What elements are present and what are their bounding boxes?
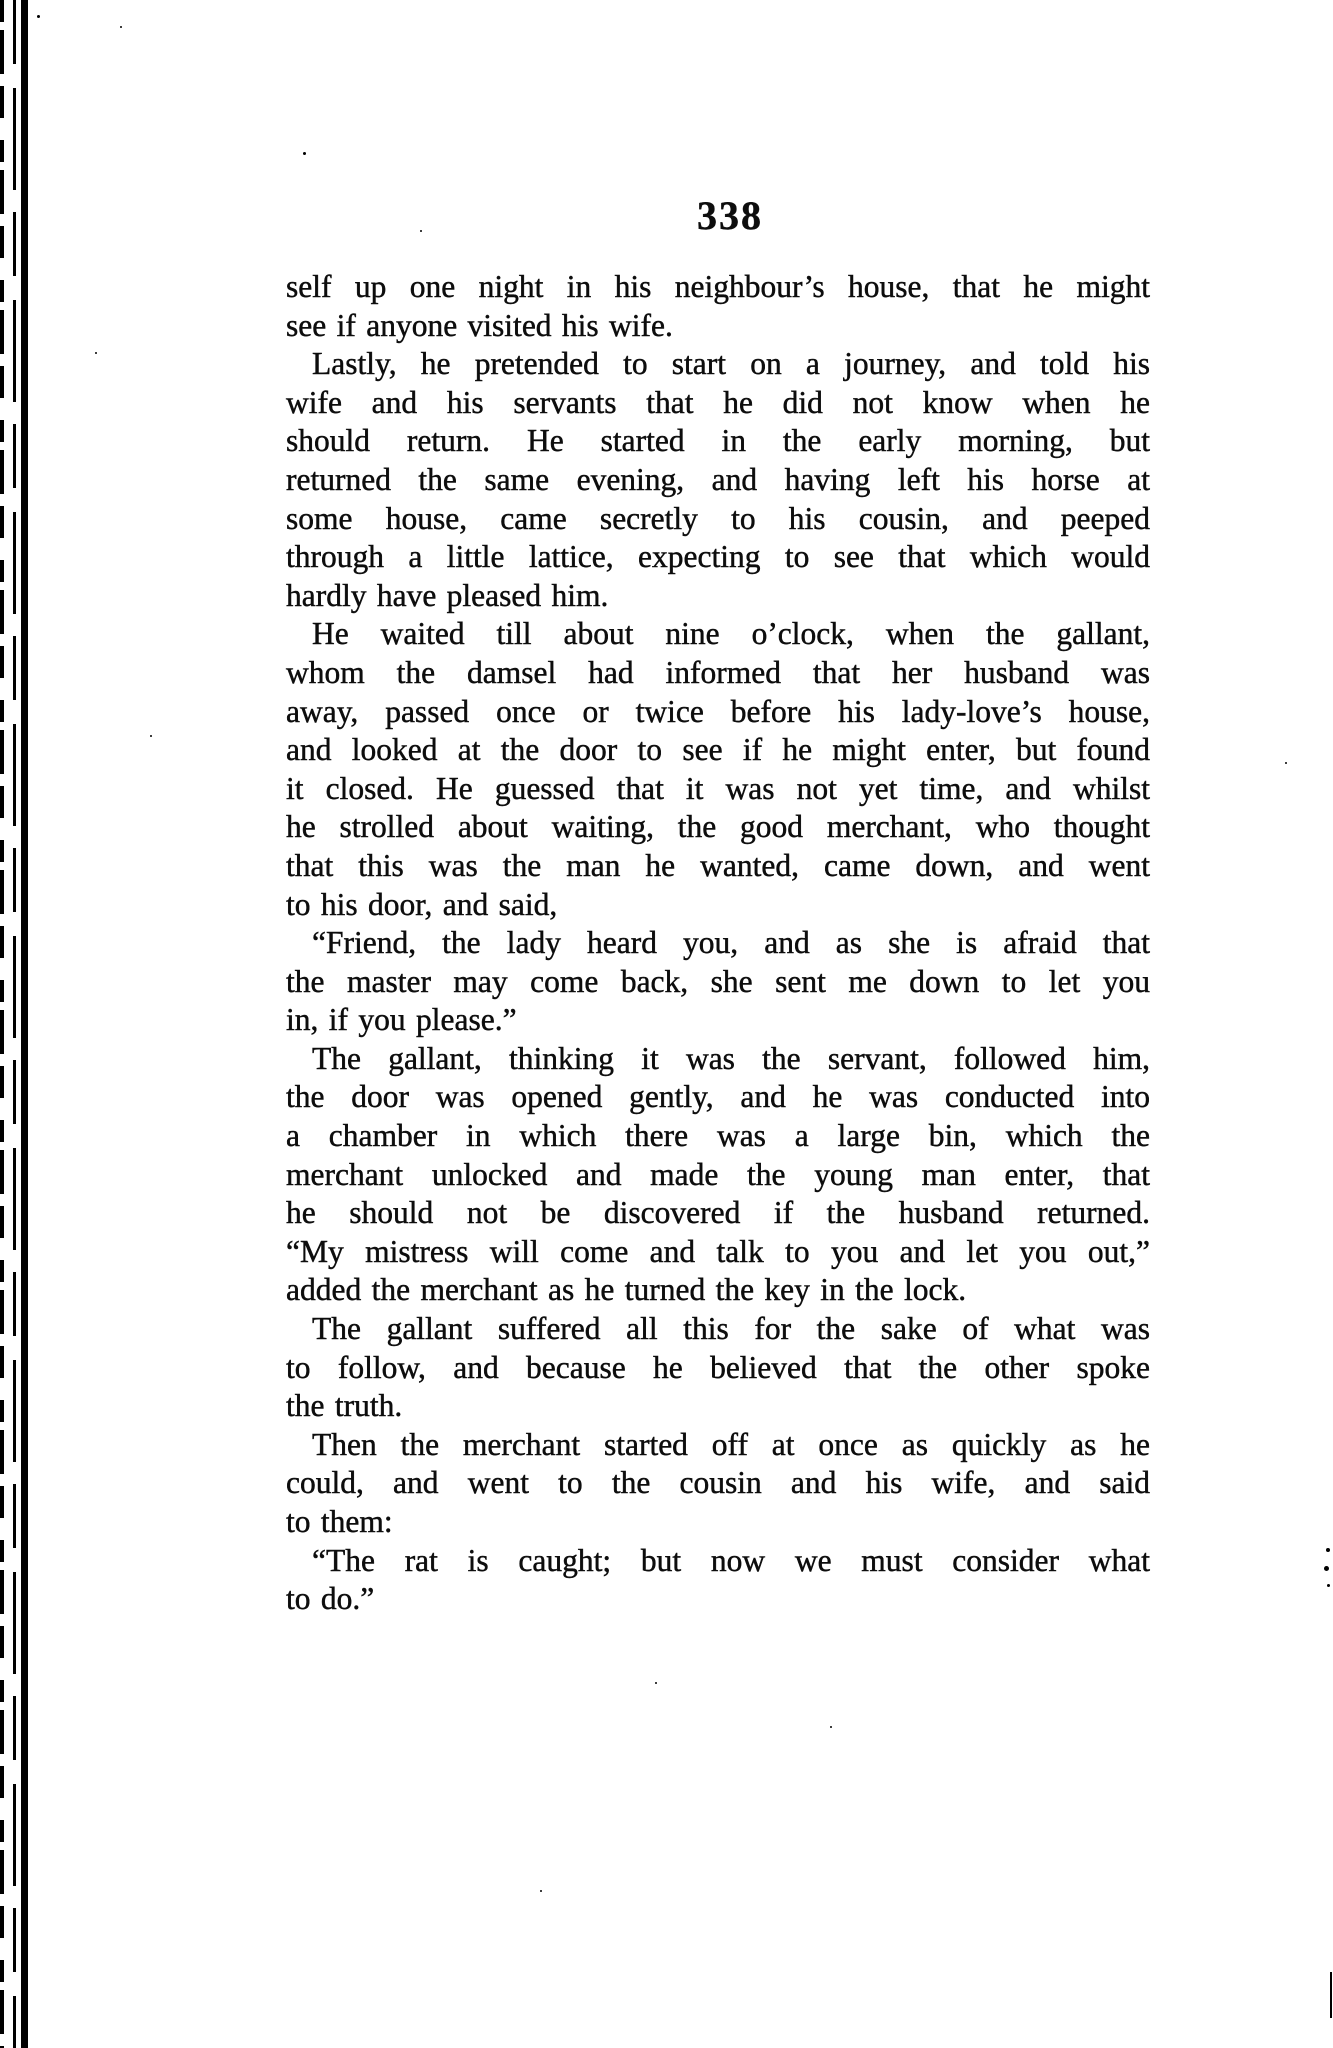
text-line: away, passed once or twice before his lady-love’s house, bbox=[286, 693, 1150, 729]
text-line: Lastly, he pretended to start on a journey, and told his bbox=[312, 346, 1150, 382]
scan-speck bbox=[303, 152, 306, 155]
text-line: “Friend, the lady heard you, and as she is afraid that bbox=[312, 925, 1150, 961]
text-line: could, and went to the cousin and his wife, and said bbox=[286, 1465, 1150, 1501]
text-line: wife and his servants that he did not know when he bbox=[286, 384, 1150, 420]
scan-speck bbox=[540, 1890, 542, 1892]
text-line: the truth. bbox=[286, 1388, 403, 1424]
binding-gutter-line-outer bbox=[0, 0, 4, 2048]
scan-speck bbox=[120, 26, 122, 28]
text-line: and looked at the door to see if he might enter, but found bbox=[286, 732, 1150, 768]
scan-speck bbox=[95, 352, 97, 354]
text-line: added the merchant as he turned the key in the lock. bbox=[286, 1272, 967, 1308]
binding-gutter-line-inner bbox=[21, 0, 28, 2048]
text-line: hardly have pleased him. bbox=[286, 577, 609, 613]
text-line: He waited till about nine o’clock, when the gallant, bbox=[312, 616, 1150, 652]
text-line: a chamber in which there was a large bin, which the bbox=[286, 1118, 1150, 1154]
text-line: self up one night in his neighbour’s house, that he might bbox=[286, 269, 1150, 304]
text-line: the master may come back, she sent me down to let you bbox=[286, 963, 1150, 999]
scan-speck bbox=[1327, 1584, 1330, 1587]
text-line: merchant unlocked and made the young man enter, that bbox=[286, 1156, 1150, 1192]
text-line: “My mistress will come and talk to you and let you out,” bbox=[286, 1233, 1150, 1269]
binding-gutter-line-middle bbox=[13, 0, 16, 2048]
text-line: he strolled about waiting, the good merchant, who thought bbox=[286, 809, 1150, 845]
text-line: in, if you please.” bbox=[286, 1002, 517, 1038]
text-line: he should not be discovered if the husband returned. bbox=[286, 1195, 1150, 1231]
scan-speck bbox=[150, 735, 152, 737]
page-number: 338 bbox=[697, 193, 763, 238]
scan-speck bbox=[1324, 1566, 1329, 1571]
text-line: through a little lattice, expecting to see that which would bbox=[286, 539, 1150, 575]
text-line: should return. He started in the early morning, but bbox=[286, 423, 1150, 459]
text-line: “The rat is caught; but now we must consider what bbox=[312, 1542, 1150, 1578]
scan-speck bbox=[1285, 762, 1287, 764]
text-line: Then the merchant started off at once as quickly as he bbox=[312, 1426, 1150, 1462]
text-line: some house, came secretly to his cousin, and peeped bbox=[286, 500, 1150, 536]
text-line: see if anyone visited his wife. bbox=[286, 307, 673, 343]
text-line: it closed. He guessed that it was not yet time, and whilst bbox=[286, 770, 1150, 806]
scan-speck bbox=[830, 1726, 832, 1728]
text-line: whom the damsel had informed that her husband was bbox=[286, 654, 1150, 690]
text-line: The gallant, thinking it was the servant, followed him, bbox=[312, 1040, 1150, 1076]
text-line: returned the same evening, and having left his horse at bbox=[286, 461, 1150, 497]
text-line: to them: bbox=[286, 1504, 393, 1539]
text-line: the door was opened gently, and he was conducted into bbox=[286, 1079, 1150, 1115]
text-block bbox=[286, 268, 1150, 1619]
scan-speck bbox=[420, 230, 422, 232]
text-line: The gallant suffered all this for the sake of what was bbox=[312, 1311, 1150, 1347]
scan-speck bbox=[1326, 1548, 1330, 1552]
text-line: that this was the man he wanted, came down, and went bbox=[286, 847, 1150, 883]
scan-speck bbox=[37, 15, 40, 18]
scan-speck bbox=[655, 1682, 657, 1684]
scan-edge-tick bbox=[1330, 1972, 1332, 2018]
text-line: to his door, and said, bbox=[286, 886, 558, 922]
text-line: to follow, and because he believed that the other spoke bbox=[286, 1349, 1150, 1385]
text-line: to do.” bbox=[286, 1581, 375, 1617]
